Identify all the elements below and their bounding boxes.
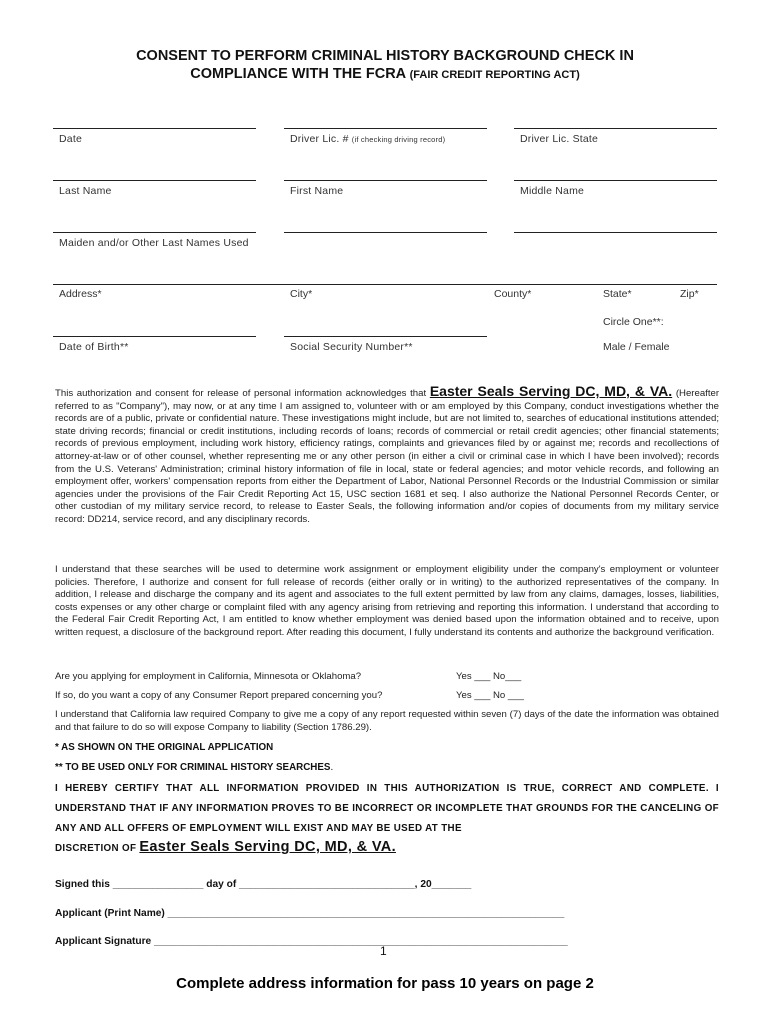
driver-lic-state-label: Driver Lic. State [520, 133, 599, 145]
question-copy-report: If so, do you want a copy of any Consumer Report prepared concerning you? [55, 690, 383, 701]
note-criminal-history: ** TO BE USED ONLY FOR CRIMINAL HISTORY SEARCHES. [55, 762, 334, 773]
address-line[interactable] [53, 284, 717, 285]
form-title-line-2 [0, 65, 770, 84]
driver-lic-number-label: Driver Lic. # (if checking driving record) [290, 133, 446, 145]
driver-lic-state-field[interactable] [514, 128, 717, 145]
date-field[interactable] [53, 128, 256, 145]
footer-instruction: Complete address information for pass 10 years on page 2 [176, 975, 594, 992]
applicant-signature-line[interactable]: Applicant Signature _________________________________________________________________________ [55, 936, 568, 947]
gender-options[interactable]: Male / Female [603, 341, 670, 353]
form-title-line-1: CONSENT TO PERFORM CRIMINAL HISTORY BACKGROUND CHECK IN [136, 48, 634, 64]
signed-date-line[interactable]: Signed this ________________ day of _______________________________, 20_______ [55, 879, 472, 890]
middle-name-label: Middle Name [520, 185, 585, 197]
maiden-names-line [53, 232, 256, 233]
maiden-names-line-3[interactable] [514, 232, 717, 233]
maiden-names-line-2[interactable] [284, 232, 487, 233]
organization-name-2: Easter Seals Serving DC, MD, & VA. [139, 839, 396, 855]
circle-one-label: Circle One**: [603, 316, 664, 328]
authorization-paragraph [55, 385, 719, 527]
zip-label: Zip* [680, 288, 699, 300]
date-of-birth-line [53, 336, 256, 337]
last-name-label: Last Name [59, 185, 112, 197]
question-california-answer[interactable]: Yes ___ No___ [456, 671, 522, 682]
ssn-label: Social Security Number** [290, 341, 413, 353]
date-label: Date [59, 133, 82, 145]
date-line [53, 128, 256, 129]
driver-lic-note: (if checking driving record) [351, 135, 446, 144]
question-copy-report-answer[interactable]: Yes ___ No ___ [456, 690, 524, 701]
authorization-body: (Hereafter referred to as "Company"), may now, or at any time I am assigned to, volunteer with or am employed by this Company, conduct investigations whether the records are of a public, private or confidential nature. These investigations might include, but are not limited to, searches of educational institutions attended; state driving records; financial or credit institutions, including records of loans; records of commercial or retail credit agencies; other financial statements; records of previous employment, including work history, efficiency ratings, complaints and grievances filed by or against me; records and recollections of attorney-at-law or of other counsel, whether representing me or any other person (in either a civil or criminal case in which I have been involved); records from the U.S. Veterans' Administration; criminal history information of file in local, state or federal agencies; and motor vehicle records, and following an employment offer, workers' compensation reports from either the Department of Labor, National Personnel Records or the Industrial Commission or similar agencies under the provisions of the Fair Credit Reporting Act 15, USC section 1681 et seq. I also authorize the National Personnel Records Center, or other custodian of my military service record, to release to Easter Seals, the following information and/or copies of documents from my military service record: DD214, service record, and any disciplinary records. [55, 388, 720, 525]
middle-name-field[interactable] [514, 180, 717, 197]
note-original-application: * AS SHOWN ON THE ORIGINAL APPLICATION [55, 742, 274, 753]
certification-statement: I HEREBY CERTIFY THAT ALL INFORMATION PROVIDED IN THIS AUTHORIZATION IS TRUE, CORRECT AND COMPLETE. I UNDERSTAND THAT IF ANY INFORMATION PROVES TO BE INCORRECT OR INCOMPLETE THAT GROUNDS FOR THE CANCELING OF ANY AND ALL OFFERS OF EMPLOYMENT WILL EXIST AND MAY BE USED AT THE [55, 783, 719, 834]
discretion-line: DISCRETION OF Easter Seals Serving DC, MD, & VA. [55, 839, 396, 855]
ssn-field[interactable] [284, 336, 487, 353]
county-label: County* [494, 288, 532, 300]
applicant-print-name-line[interactable]: Applicant (Print Name) ______________________________________________________________________ [55, 908, 565, 919]
last-name-field[interactable] [53, 180, 256, 197]
maiden-names-label: Maiden and/or Other Last Names Used [59, 237, 249, 249]
consent-paragraph: I understand that these searches will be used to determine work assignment or employment eligibility under the company's employment or volunteer policies. Therefore, I authorize and consent for full release of records (either orally or in writing) to the authorized representatives of the company. In addition, I release and discharge the company and its agent and associates to the full extent permitted by law from any claims, damages, losses, liabilities, costs expenses or any other charge or complaint filed with any agency arising from retrieving and reporting this information. I understand that according to the Federal Fair Credit Reporting Act, I am entitled to know whether employment was denied based upon the information obtained and to receive, upon written request, a disclosure of the background report. After reading this document, I fully understand its contents and authorize the background verification. [55, 564, 719, 638]
driver-lic-number-line [284, 128, 487, 129]
last-name-line [53, 180, 256, 181]
date-of-birth-field[interactable] [53, 336, 256, 353]
form-title-subtitle: (FAIR CREDIT REPORTING ACT) [409, 69, 580, 81]
organization-name: Easter Seals Serving DC, MD, & VA. [429, 383, 673, 399]
first-name-field[interactable] [284, 180, 487, 197]
page-number: 1 [380, 944, 387, 958]
california-law-paragraph: I understand that California law required Company to give me a copy of any report requested within seven (7) days of the date the information was obtained and that failure to do so will expose Company to liability (Section 1786.29). [55, 709, 719, 733]
question-california: Are you applying for employment in California, Minnesota or Oklahoma? [55, 671, 362, 682]
middle-name-line [514, 180, 717, 181]
driver-lic-state-line [514, 128, 717, 129]
date-of-birth-label: Date of Birth** [59, 341, 129, 353]
form-title-main: COMPLIANCE WITH THE FCRA [190, 66, 406, 82]
authorization-lead: This authorization and consent for release of personal information acknowledges that [55, 388, 427, 399]
maiden-names-field[interactable] [53, 232, 256, 249]
ssn-line [284, 336, 487, 337]
first-name-label: First Name [290, 185, 344, 197]
address-label: Address* [59, 288, 102, 300]
city-label: City* [290, 288, 313, 300]
state-label: State* [603, 288, 632, 300]
driver-lic-number-field[interactable] [284, 128, 487, 145]
first-name-line [284, 180, 487, 181]
